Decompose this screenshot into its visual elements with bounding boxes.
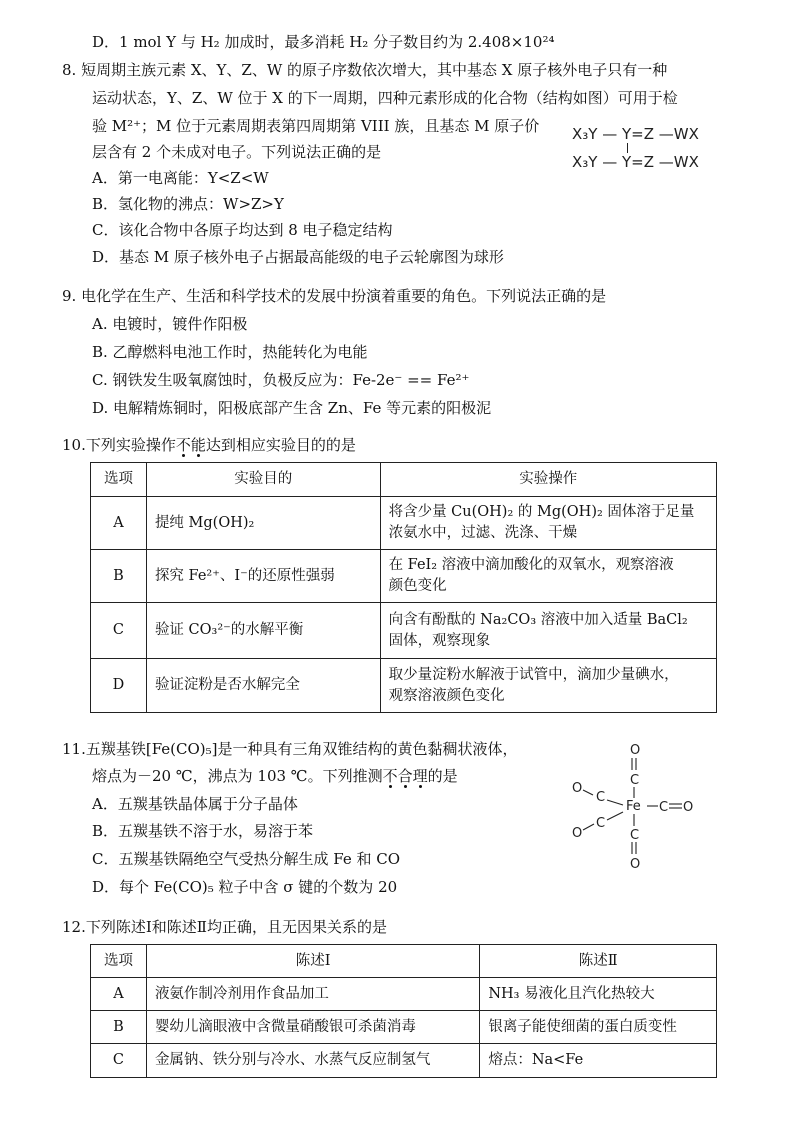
- q11-fig-c-bottom: C: [630, 828, 640, 843]
- table-row: [91, 1011, 717, 1044]
- q10-row-a-operation-line1: 将含少量 Cu(OH)₂ 的 Mg(OH)₂ 固体溶于足量: [388, 504, 695, 520]
- q12-stem: 12.下列陈述Ⅰ和陈述Ⅱ均正确，且无因果关系的是: [62, 918, 387, 936]
- q10-row-b-purpose: 探究 Fe²⁺、I⁻的还原性强弱: [146, 550, 380, 603]
- q11-fig-c-lower-left: C: [596, 816, 606, 831]
- q12-row-a-statement-1: 液氨作制冷剂用作食品加工: [146, 978, 479, 1011]
- q8-option-b: B．氢化物的沸点：W>Z>Y: [92, 195, 284, 213]
- q12-row-b-label: B: [91, 1011, 147, 1044]
- q9-option-b: B. 乙醇燃料电池工作时，热能转化为电能: [92, 343, 368, 361]
- q10-row-b-label: B: [91, 550, 147, 603]
- q11-stem-line2-post: 的是: [427, 767, 458, 785]
- q11-fig-bond-ll-co: [583, 824, 594, 830]
- q10-row-d-operation: [380, 659, 716, 713]
- q11-fig-o-upper-left: O: [572, 781, 583, 796]
- q12-row-b-statement-2: 银离子能使细菌的蛋白质变性: [480, 1011, 717, 1044]
- q12-row-a-label: A: [91, 978, 147, 1011]
- q10-row-b-operation-line2: 颜色变化: [388, 578, 447, 594]
- q11-fig-bond-ul-co: [583, 790, 593, 795]
- q12-row-c-label: C: [91, 1044, 147, 1078]
- q10-row-d-operation-line1: 取少量淀粉水解液于试管中，滴加少量碘水，: [388, 666, 679, 683]
- q10-stem-pre: 10.下列实验操作: [62, 436, 176, 454]
- table-row: [91, 978, 717, 1011]
- q10-row-c-purpose: 验证 CO₃²⁻的水解平衡: [146, 603, 380, 659]
- q10-stem: [62, 433, 356, 457]
- q10-row-c-operation: [380, 603, 716, 659]
- q12-row-b-statement-1: 婴幼儿滴眼液中含微量硝酸银可杀菌消毒: [146, 1011, 479, 1044]
- q10-row-c-label: C: [91, 603, 147, 659]
- q11-fig-o-lower-left: O: [572, 826, 583, 841]
- q11-stem-emphasis-1: 不: [382, 767, 398, 785]
- q10-row-d-label: D: [91, 659, 147, 713]
- q10-header-option: 选项: [91, 463, 147, 497]
- q8-stem-line4: 层含有 2 个未成对电子。下列说法正确的是: [92, 143, 382, 161]
- q9-option-a: A. 电镀时，镀件作阳极: [92, 315, 248, 333]
- q11-stem-line2: [92, 764, 458, 788]
- q10-row-c-operation-line2: 固体，观察现象: [388, 632, 491, 649]
- q12-row-c-statement-1: 金属钠、铁分别与冷水、水蒸气反应制氢气: [146, 1044, 479, 1078]
- q10-row-a-operation: [380, 497, 716, 550]
- q9-stem: 9. 电化学在生产、生活和科学技术的发展中扮演着重要的角色。下列说法正确的是: [62, 287, 607, 305]
- q11-stem-line1: 11.五羰基铁[Fe(CO)₅]是一种具有三角双锥结构的黄色黏稠状液体，: [62, 740, 518, 758]
- q11-stem-emphasis-3: 理: [412, 767, 428, 785]
- q10-row-a-purpose: 提纯 Mg(OH)₂: [146, 497, 380, 550]
- q8-stem-line3: 验 M²⁺；M 位于元素周期表第四周期第 VIII 族，且基态 M 原子价: [92, 117, 540, 135]
- table-row: [91, 659, 717, 713]
- q11-option-b: B．五羰基铁不溶于水，易溶于苯: [92, 822, 314, 840]
- q10-stem-emphasis-2: 能: [190, 436, 206, 454]
- q11-stem-emphasis-2: 合: [397, 767, 413, 785]
- q12-row-c-statement-2: 熔点：Na<Fe: [480, 1044, 717, 1078]
- q11-fig-bond-ul-fe: [607, 800, 623, 805]
- q10-header-operation: 实验操作: [380, 463, 716, 497]
- q8-structure-top-chain: X₃Y — Y=Z —WX: [572, 125, 699, 143]
- q11-option-a: A．五羰基铁晶体属于分子晶体: [92, 795, 298, 813]
- q8-stem-line1: 8. 短周期主族元素 X、Y、Z、W 的原子序数依次增大，其中基态 X 原子核外电子只有一种: [62, 61, 668, 79]
- q11-fig-o-right: O: [683, 800, 694, 815]
- q11-option-c: C．五羰基铁隔绝空气受热分解生成 Fe 和 CO: [92, 850, 401, 868]
- q11-fe-co5-structure: [560, 738, 710, 878]
- table-row: [91, 550, 717, 603]
- q11-fig-c-top: C: [630, 773, 640, 788]
- q11-fig-c-upper-left: C: [596, 790, 606, 805]
- q8-stem-line2: 运动状态，Y、Z、W 位于 X 的下一周期，四种元素形成的化合物（结构如图）可用于检: [92, 89, 678, 107]
- q12-header-option: 选项: [91, 945, 147, 978]
- q12-header-statement-2: 陈述Ⅱ: [480, 945, 717, 978]
- q12-table: [90, 944, 717, 1078]
- q10-row-d-purpose: 验证淀粉是否水解完全: [146, 659, 380, 713]
- q8-option-a: A．第一电离能：Y<Z<W: [92, 169, 269, 187]
- q12-row-a-statement-2: NH₃ 易液化且汽化热较大: [480, 978, 717, 1011]
- q10-row-c-operation-line1: 向含有酚酞的 Na₂CO₃ 溶液中加入适量 BaCl₂: [388, 611, 688, 628]
- q8-option-d: D．基态 M 原子核外电子占据最高能级的电子云轮廓图为球形: [92, 248, 504, 266]
- table-row: [91, 497, 717, 550]
- q11-option-d: D．每个 Fe(CO)₅ 粒子中含 σ 键的个数为 20: [92, 878, 398, 896]
- q11-fig-c-right: C: [659, 800, 669, 815]
- q10-stem-post: 达到相应实验目的的是: [205, 436, 356, 454]
- q8-structure-bottom-chain: X₃Y — Y=Z —WX: [572, 153, 699, 171]
- q10-stem-emphasis-1: 不: [175, 436, 191, 454]
- q10-row-a-operation-line2: 浓氨水中，过滤、洗涤、干燥: [388, 525, 578, 541]
- q9-option-c: C. 钢铁发生吸氧腐蚀时，负极反应为：Fe-2e⁻ == Fe²⁺: [92, 371, 470, 389]
- q12-table-header-row: [91, 945, 717, 978]
- table-row: [91, 1044, 717, 1078]
- q10-row-b-operation: [380, 550, 716, 603]
- q7-option-d: D．1 mol Y 与 H₂ 加成时，最多消耗 H₂ 分子数目约为 2.408×10²⁴: [92, 33, 555, 51]
- q8-option-c: C．该化合物中各原子均达到 8 电子稳定结构: [92, 221, 393, 239]
- q11-fig-bond-ll-fe: [607, 812, 623, 820]
- q10-table: [90, 462, 717, 713]
- q10-row-d-operation-line2: 观察溶液颜色变化: [388, 687, 505, 704]
- q11-stem-line2-pre: 熔点为－20 ℃，沸点为 103 ℃。下列推测: [92, 767, 383, 785]
- table-row: [91, 603, 717, 659]
- q10-table-header-row: [91, 463, 717, 497]
- q10-row-a-label: A: [91, 497, 147, 550]
- q10-header-purpose: 实验目的: [146, 463, 380, 497]
- q12-header-statement-1: 陈述Ⅰ: [146, 945, 479, 978]
- q11-fig-o-top: O: [630, 743, 641, 758]
- q10-row-b-operation-line1: 在 FeI₂ 溶液中滴加酸化的双氧水，观察溶液: [388, 557, 674, 573]
- q9-option-d: D. 电解精炼铜时，阳极底部产生含 Zn、Fe 等元素的阳极泥: [92, 399, 492, 417]
- q11-fig-o-bottom: O: [630, 857, 641, 872]
- q11-fig-fe: Fe: [626, 799, 641, 814]
